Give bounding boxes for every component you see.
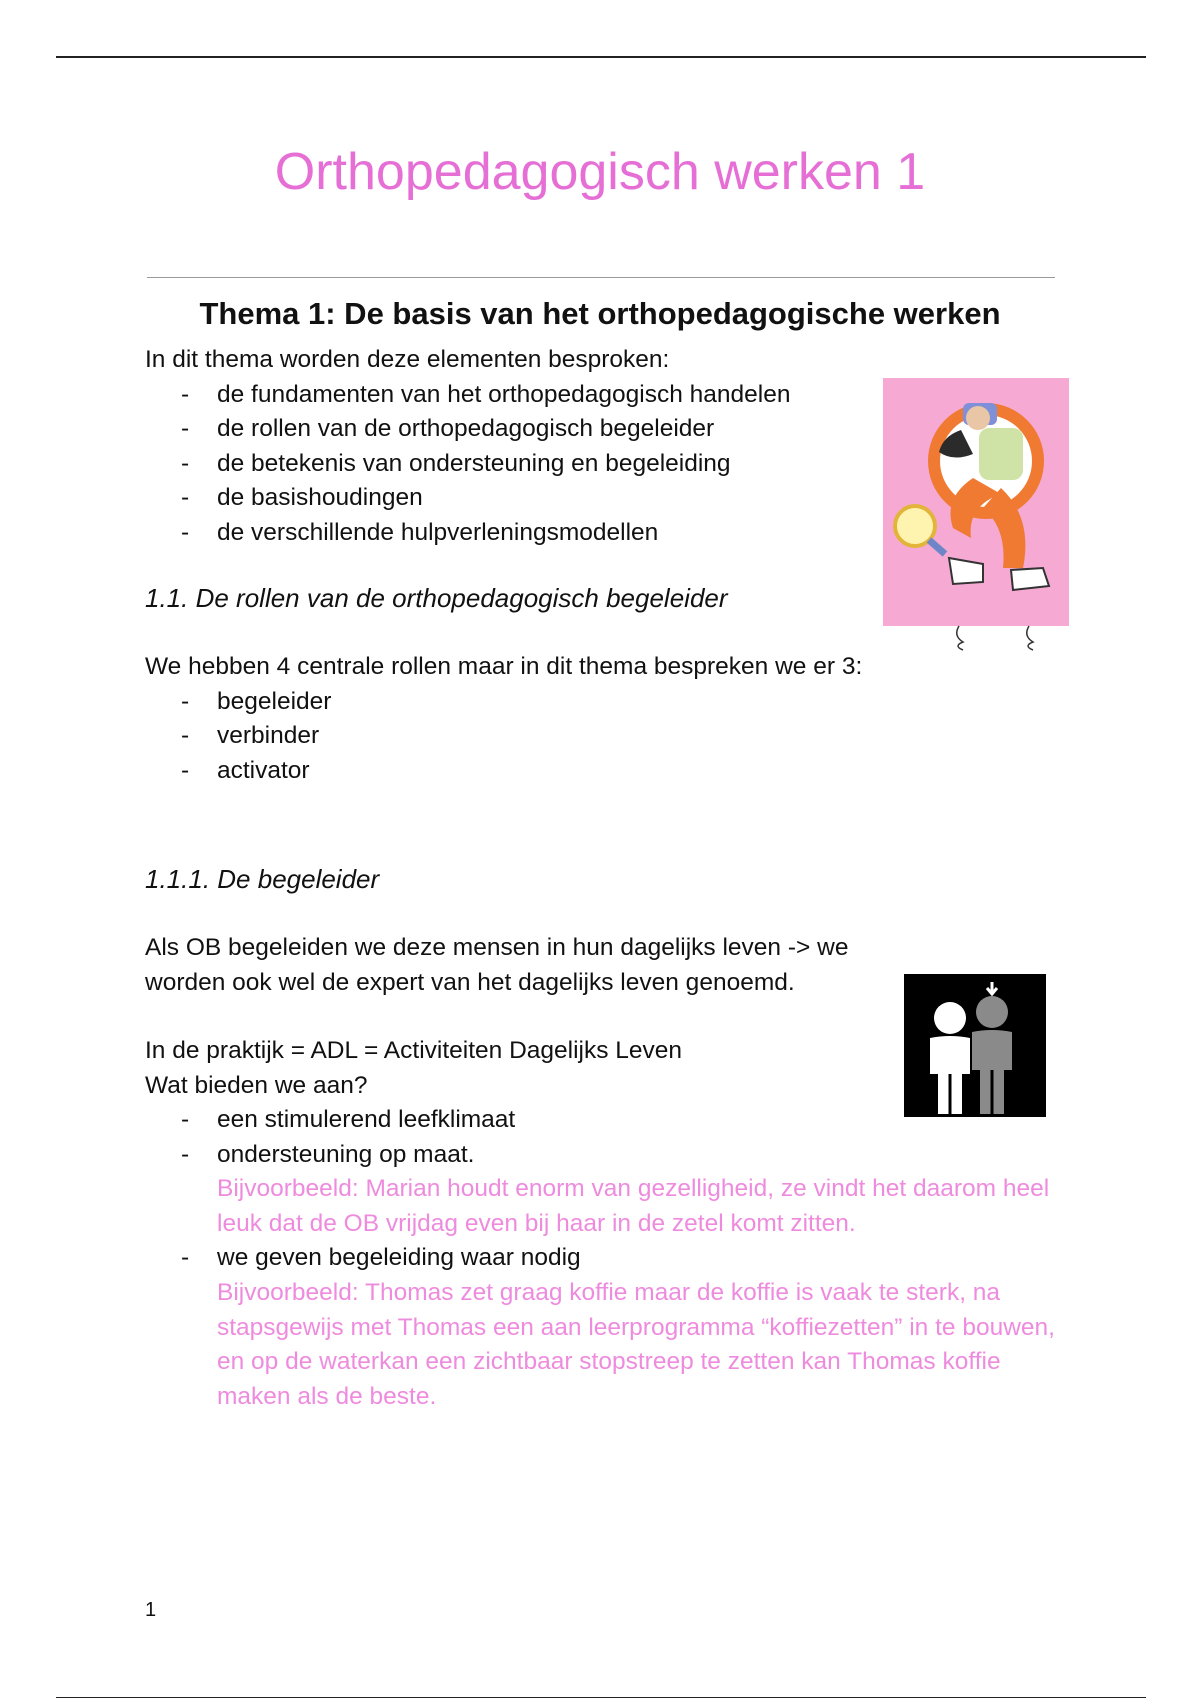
section-1-1-heading: 1.1. De rollen van de orthopedagogisch begeleider	[145, 583, 728, 613]
section-1-1-1-paragraph: Als OB begeleiden we deze mensen in hun dagelijks leven -> we worden ook wel de expert van het dagelijks leven genoemd.	[145, 934, 849, 996]
offer-text: een stimulerend leefklimaat	[217, 1106, 516, 1133]
page-number: 1	[145, 1599, 157, 1621]
roles-list	[145, 685, 865, 789]
top-rule	[56, 56, 1146, 58]
list-item: - de fundamenten van het orthopedagogisch handelen	[145, 378, 905, 413]
offer-example: Bijvoorbeeld: Thomas zet graag koffie maar de koffie is vaak te sterk, na stapsgewijs met Thomas een aan leerprogramma “koffiezetten” in te bouwen, en op de waterkan een zichtbaar stopstreep te zetten kan Thomas koffie maken als de beste.	[217, 1278, 1055, 1410]
section-1-1-body	[145, 650, 865, 788]
list-item: - activator	[145, 754, 865, 789]
document-title: Orthopedagogisch werken 1	[274, 143, 926, 201]
offer-text: we geven begeleiding waar nodig	[217, 1244, 581, 1272]
intro-text: In dit thema worden deze elementen besproken:	[145, 346, 670, 373]
list-item	[145, 1138, 1065, 1242]
offers-block	[145, 1103, 1065, 1414]
intro-block	[145, 343, 905, 551]
adl-line: In de praktijk = ADL = Activiteiten Dagelijks Leven	[145, 1037, 683, 1064]
offer-text: ondersteuning op maat.	[217, 1140, 475, 1168]
section-1-1-1-body	[145, 1034, 905, 1103]
offer-example: Bijvoorbeeld: Marian houdt enorm van gezelligheid, ze vindt het daarom heel leuk dat de OB vrijdag even bij haar in de zetel komt zitten.	[217, 1175, 1050, 1237]
title-divider	[147, 277, 1055, 278]
list-item: - de basishoudingen	[145, 481, 905, 516]
list-item	[145, 1103, 1065, 1138]
two-people-pictogram-icon	[904, 974, 1046, 1117]
list-item: - verbinder	[145, 719, 865, 754]
section-1-1-1-heading: 1.1.1. De begeleider	[145, 864, 380, 894]
offers-list	[145, 1103, 1065, 1414]
section-1-1-paragraph: We hebben 4 centrale rollen maar in dit thema bespreken we er 3:	[145, 653, 863, 680]
list-item: - de betekenis van ondersteuning en begeleiding	[145, 447, 905, 482]
list-item: - de verschillende hulpverleningsmodellen	[145, 516, 905, 551]
list-item	[145, 1241, 1065, 1414]
question-line: Wat bieden we aan?	[145, 1071, 368, 1099]
intro-list	[145, 378, 905, 551]
list-item: - de rollen van de orthopedagogisch begeleider	[145, 412, 905, 447]
person-illustration	[883, 378, 1069, 652]
theme-heading: Thema 1: De basis van het orthopedagogische werken	[199, 296, 1001, 331]
list-item: - begeleider	[145, 685, 865, 720]
bottom-rule	[56, 1697, 1146, 1698]
